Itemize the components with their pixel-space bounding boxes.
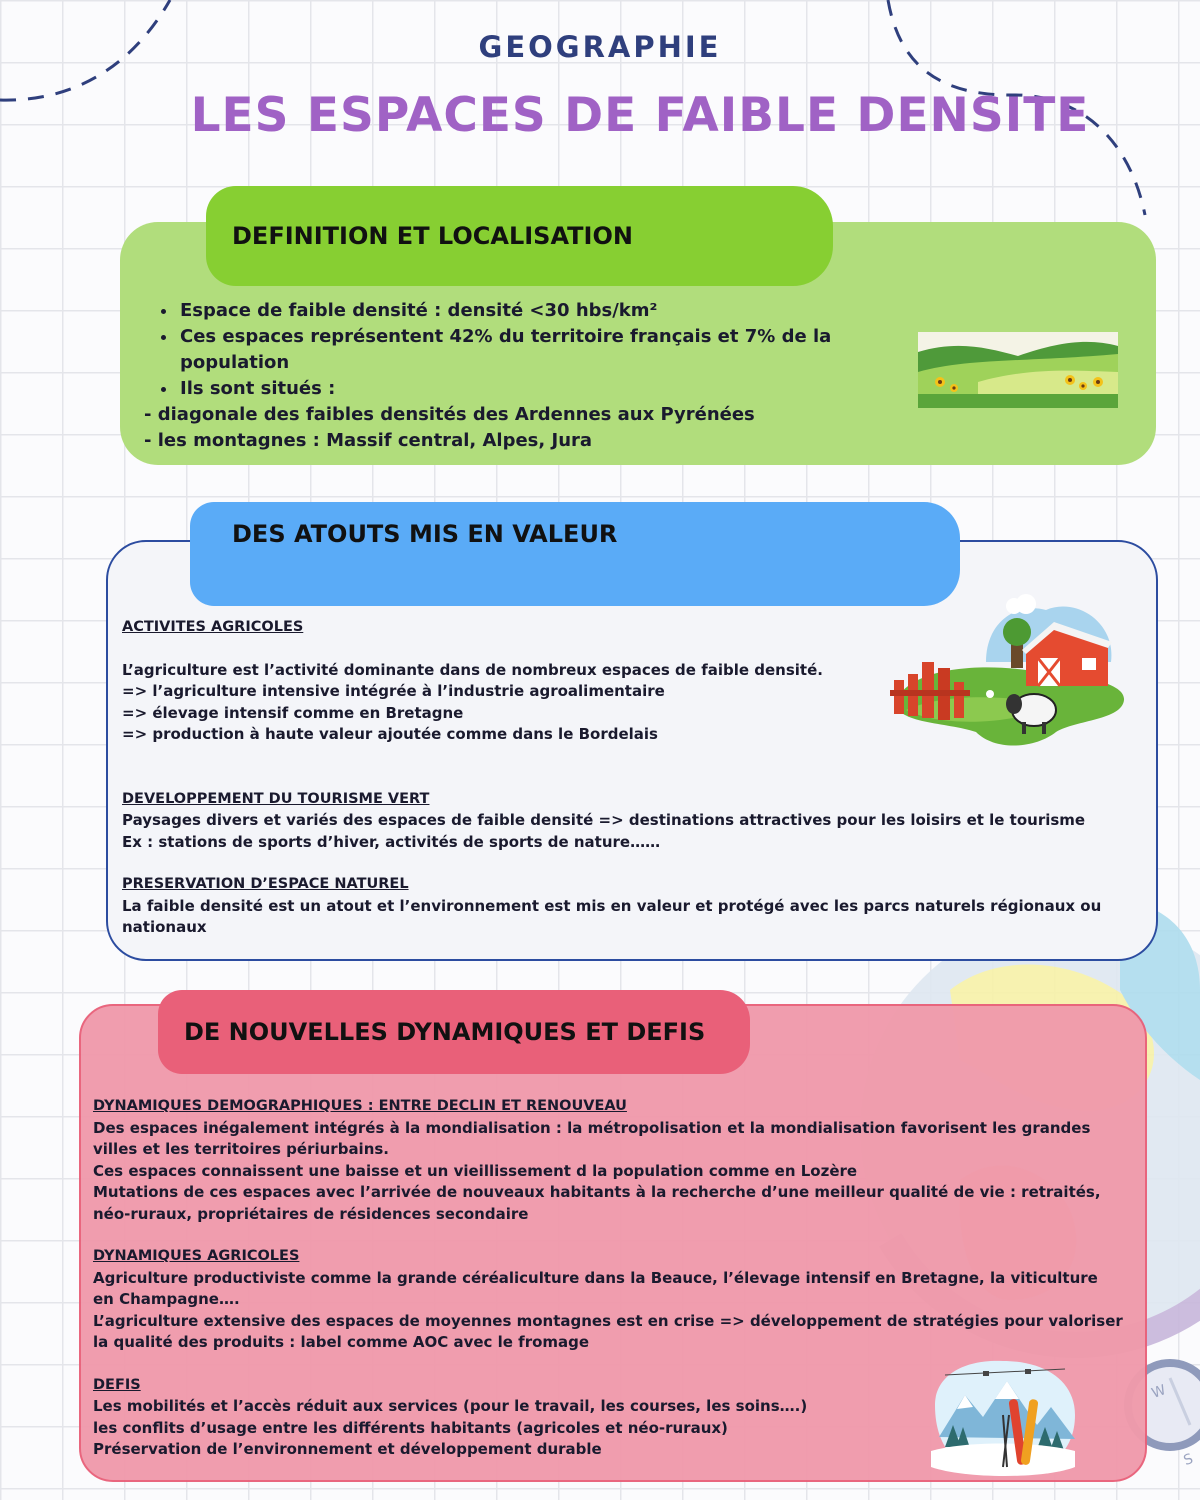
agri-line: L’agriculture est l’activité dominante dans de nombreux espaces de faible densité. xyxy=(122,660,823,679)
nature-line: La faible densité est un atout et l’environnement est mis en valeur et protégé avec les parcs naturels régionaux ou nationaux xyxy=(122,896,1102,936)
defis-line: Les mobilités et l’accès réduit aux services (pour le travail, les courses, les soins….) xyxy=(93,1397,808,1415)
agri-dynamics-heading: DYNAMIQUES AGRICOLES xyxy=(93,1248,300,1264)
tourism-line: Ex : stations de sports d’hiver, activités de sports de nature…… xyxy=(122,832,661,851)
tourism-line: Paysages divers et variés des espaces de faible densité => destinations attractives pour les loisirs et le tourisme xyxy=(122,811,1086,829)
definition-bullet: • Ces espaces représentent 42% du territoire français et 7% de la population xyxy=(178,324,904,376)
nature-heading: PRESERVATION D’ESPACE NATUREL xyxy=(122,876,409,892)
section-dynamiques-tab xyxy=(158,990,750,1074)
section-definition-title: DEFINITION ET LOCALISATION xyxy=(232,222,633,250)
agri-activities-heading: ACTIVITES AGRICOLES xyxy=(122,619,304,635)
compass-letter-s: S xyxy=(1181,1450,1196,1470)
demography-line: Ces espaces connaissent une baisse et un vieillissement d la population comme en Lozère xyxy=(93,1161,858,1180)
compass-letter-w: W xyxy=(1149,1382,1169,1402)
meadow-sunflowers-illustration xyxy=(918,332,1118,408)
ski-mountain-illustration xyxy=(925,1355,1081,1479)
page-kicker: GEOGRAPHIE xyxy=(478,30,722,64)
section-dynamiques-title: DE NOUVELLES DYNAMIQUES ET DEFIS xyxy=(184,1018,706,1046)
agri-line: => l’agriculture intensive intégrée à l’industrie agroalimentaire xyxy=(122,682,665,700)
tourism-heading: DEVELOPPEMENT DU TOURISME VERT xyxy=(122,790,430,807)
defis-line: Préservation de l’environnement et développement durable xyxy=(93,1440,602,1458)
page-title: LES ESPACES DE FAIBLE DENSITE xyxy=(190,88,1090,143)
section-atouts-tab xyxy=(190,502,960,606)
demography-heading: DYNAMIQUES DEMOGRAPHIQUES : ENTRE DECLIN ET RENOUVEAU xyxy=(93,1098,627,1114)
agri-dynamics-line: L’agriculture extensive des espaces de moyennes montagnes est en crise => développement de stratégies pour valoriser la qualité des produits : label comme AOC avec le fromage xyxy=(93,1311,1123,1351)
farm-barn-sheep-illustration xyxy=(886,592,1130,752)
demography-line: Des espaces inégalement intégrés à la mondialisation : la métropolisation et la mondialisation favorisent les grandes villes et les territoires périurbains. xyxy=(93,1118,1091,1158)
section-definition-body xyxy=(144,298,904,454)
defis-line: les conflits d’usage entre les différents habitants (agricoles et néo-ruraux) xyxy=(93,1418,728,1437)
agri-line: => production à haute valeur ajoutée comme dans le Bordelais xyxy=(122,725,658,743)
agri-line: => élevage intensif comme en Bretagne xyxy=(122,703,464,722)
defis-heading: DEFIS xyxy=(93,1376,141,1393)
definition-bullet: • Espace de faible densité : densité <30 hbs/km² xyxy=(178,298,904,324)
demography-line: Mutations de ces espaces avec l’arrivée de nouveaux habitants à la recherche d’une meilleur qualité de vie : retraités, néo-ruraux, propriétaires de résidences secondaire xyxy=(93,1183,1101,1223)
localisation-line: - diagonale des faibles densités des Ardennes aux Pyrénées xyxy=(144,404,755,425)
section-definition-tab xyxy=(206,186,833,286)
definition-bullet: • Ils sont situés : xyxy=(178,376,904,402)
localisation-line: - les montagnes : Massif central, Alpes, Jura xyxy=(144,430,593,451)
agri-dynamics-line: Agriculture productiviste comme la grande céréaliculture dans la Beauce, l’élevage intensif en Bretagne, la viticulture en Champagne…. xyxy=(93,1268,1098,1308)
section-atouts-title: DES ATOUTS MIS EN VALEUR xyxy=(232,520,618,548)
definition-bullet-list xyxy=(144,298,904,402)
